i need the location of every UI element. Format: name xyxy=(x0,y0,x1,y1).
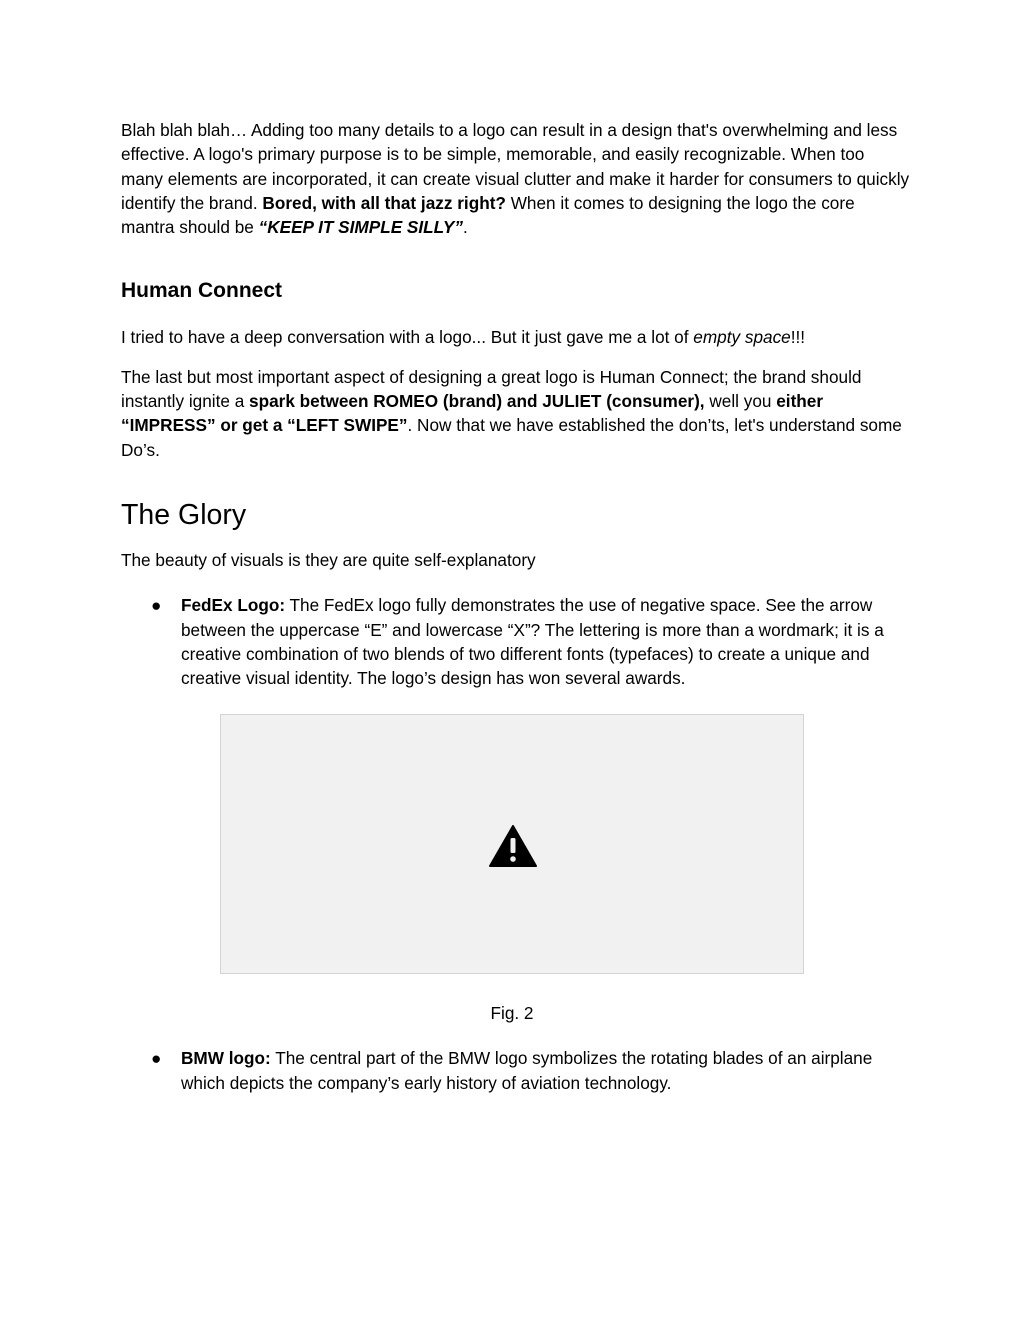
intro-text-a: Blah blah blah… Adding too many details to a logo can result in a design that's overwhelming and less effective. A logo's primary purpose is to be simple, memorable, and easily recognizable. When too many elements are incorporated, it can create visual clutter and make it harder for consumers to quickly identify the brand. xyxy=(121,120,910,213)
bullet-icon: ● xyxy=(151,595,162,616)
hc-text-b: well you xyxy=(704,391,777,412)
intro-text-b: When it comes to designing the logo the core mantra should be xyxy=(121,192,855,238)
human-connect-heading: Human Connect xyxy=(121,279,283,303)
logo-list xyxy=(121,593,911,690)
logo-list-continued xyxy=(121,1046,911,1095)
hc-text-a: The last but most important aspect of designing a great logo is Human Connect; the brand should instantly ignite a xyxy=(121,366,862,412)
intro-text-c: . xyxy=(462,217,468,238)
hc-bold-b: either “IMPRESS” or get a “LEFT SWIPE” xyxy=(121,391,824,436)
human-connect-paragraph xyxy=(121,365,911,462)
glory-heading: The Glory xyxy=(121,498,247,531)
figure-caption: Fig. 2 xyxy=(490,1003,534,1024)
bmw-text: The central part of the BMW logo symbolizes the rotating blades of an airplane which depicts the company’s early history of aviation technology. xyxy=(181,1048,873,1093)
intro-bold-a: Bored, with all that jazz right? xyxy=(262,192,506,213)
document-page xyxy=(121,118,911,1095)
bullet-icon: ● xyxy=(151,1048,162,1069)
hc-text-c: . Now that we have established the don’ts, let's understand some Do’s. xyxy=(121,415,902,460)
hc-bold-a: spark between ROMEO (brand) and JULIET (consumer), xyxy=(249,391,705,412)
list-item-fedex xyxy=(121,593,911,690)
glory-intro: The beauty of visuals is they are quite self-explanatory xyxy=(121,549,536,570)
joke-end: !!! xyxy=(790,327,806,348)
warning-triangle-icon xyxy=(489,825,537,867)
joke-text: I tried to have a deep conversation with a logo... But it just gave me a lot of xyxy=(121,327,694,348)
joke-paragraph xyxy=(121,325,911,349)
broken-image-placeholder xyxy=(220,714,804,974)
fedex-text: The FedEx logo fully demonstrates the use of negative space. See the arrow between the uppercase “E” and lowercase “X”? The lettering is more than a wordmark; it is a creative combination of two blends of two different fonts (typefaces) to create a unique and creative visual identity. The logo’s design has won several awards. xyxy=(181,595,884,689)
list-item-bmw xyxy=(121,1046,911,1095)
intro-paragraph xyxy=(121,118,911,239)
joke-italic: empty space xyxy=(693,327,791,348)
intro-mantra: “KEEP IT SIMPLE SILLY” xyxy=(258,217,463,238)
bmw-label: BMW logo: xyxy=(181,1048,271,1069)
fedex-label: FedEx Logo: xyxy=(181,595,286,616)
